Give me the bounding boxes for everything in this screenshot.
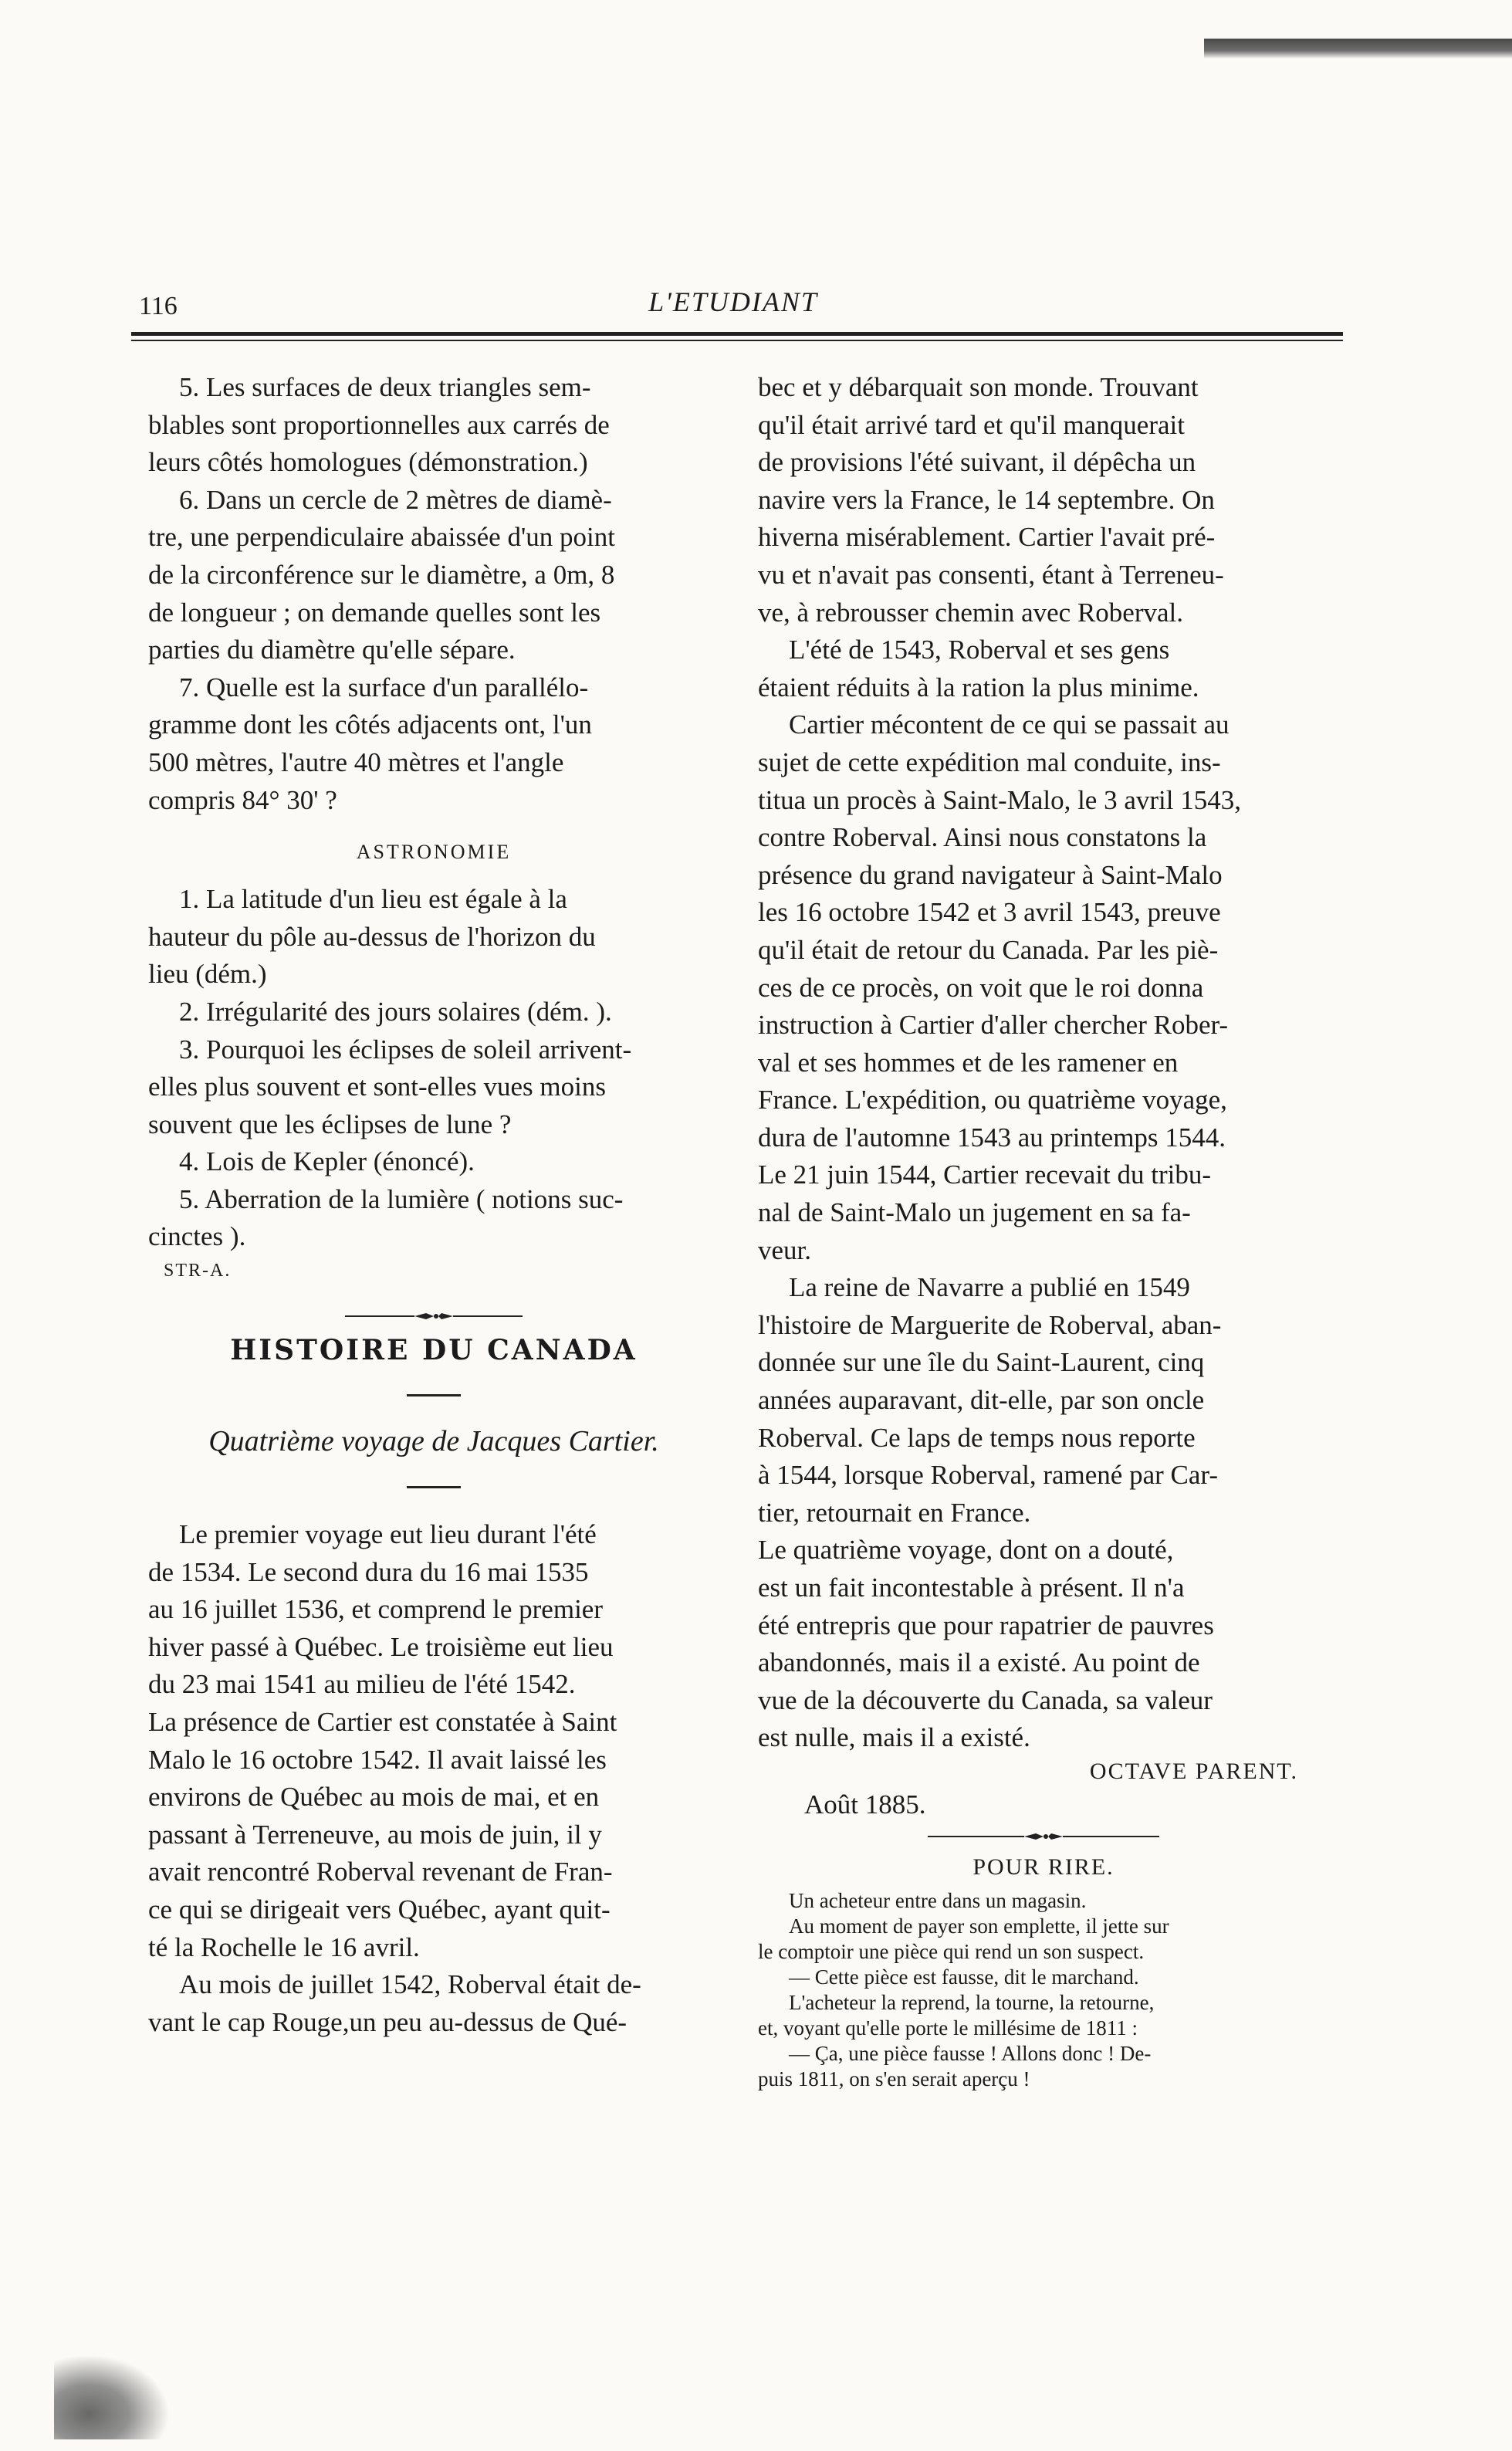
text-line: gramme dont les côtés adjacents ont, l'un (148, 709, 592, 740)
paragraph (758, 1532, 1329, 1757)
paragraph (148, 369, 719, 482)
paragraph (758, 1269, 1329, 1532)
text-line: compris 84° 30' ? (148, 784, 337, 815)
text-line: blables sont proportionnelles aux carrés de (148, 409, 610, 440)
text-line: vue de la découverte du Canada, sa valeur (758, 1684, 1213, 1715)
scan-corner-shadow (54, 2355, 170, 2439)
text-line: du 23 mai 1541 au milieu de l'été 1542. (148, 1669, 576, 1700)
text-line: val et ses hommes et de les ramener en (758, 1047, 1179, 1078)
article-body-right (758, 369, 1329, 1757)
text-line: cinctes ). (148, 1221, 246, 1252)
text-line: 4. Lois de Kepler (énoncé). (179, 1146, 475, 1177)
text-line: veur. (758, 1234, 812, 1265)
text-line: hiver passé à Québec. Le troisième eut lieu (148, 1631, 614, 1662)
article-date: Août 1885. (804, 1789, 926, 1820)
page-number: 116 (139, 292, 178, 320)
text-line: ve, à rebrousser chemin avec Roberval. (758, 597, 1184, 628)
text-line: abandonnés, mais il a existé. Au point de (758, 1647, 1200, 1678)
text-line: passant à Terreneuve, au mois de juin, il y (148, 1819, 602, 1850)
astronomie-list (148, 881, 719, 1256)
text-line: 1. La latitude d'un lieu est égale à la (179, 884, 567, 915)
page-header (139, 286, 1328, 332)
text-line: Le 21 juin 1544, Cartier recevait du tribu- (758, 1159, 1212, 1190)
article-subtitle: Quatrième voyage de Jacques Cartier. (208, 1425, 659, 1458)
text-line: 2. Irrégularité des jours solaires (dém. ). (179, 996, 612, 1027)
paragraph (148, 1516, 719, 1966)
text-line: Au mois de juillet 1542, Roberval était de- (179, 1969, 641, 2000)
text-line: à 1544, lorsque Roberval, ramené par Car- (758, 1460, 1219, 1491)
text-line: les 16 octobre 1542 et 3 avril 1543, preuve (758, 897, 1221, 928)
paragraph (758, 706, 1329, 1269)
text-line: hiverna misérablement. Cartier l'avait pré- (758, 522, 1216, 553)
text-line: nal de Saint-Malo un jugement en sa fa- (758, 1197, 1191, 1228)
text-line: l'histoire de Marguerite de Roberval, aban- (758, 1309, 1222, 1340)
text-line: hauteur du pôle au-dessus de l'horizon du (148, 921, 596, 952)
text-line: 7. Quelle est la surface d'un parallélo- (179, 672, 589, 702)
text-line: ce qui se dirigeait vers Québec, ayant quit- (148, 1894, 611, 1925)
text-line: France. L'expédition, ou quatrième voyage, (758, 1085, 1227, 1115)
text-line: au 16 juillet 1536, et comprend le premier (148, 1594, 603, 1625)
left-column (148, 369, 719, 2041)
text-line: Le premier voyage eut lieu durant l'été (179, 1519, 597, 1550)
paragraph (148, 482, 719, 669)
text-line: environs de Québec au mois de mai, et en (148, 1782, 600, 1813)
joke-paragraph (758, 1888, 1329, 1914)
paragraph (148, 1966, 719, 2041)
joke-paragraph (758, 1990, 1329, 2041)
text-line: souvent que les éclipses de lune ? (148, 1109, 512, 1139)
text-line: 5. Les surfaces de deux triangles sem- (179, 372, 591, 402)
text-line: qu'il était arrivé tard et qu'il manquerait (758, 409, 1185, 440)
text-line: ces de ce procès, on voit que le roi donna (758, 972, 1204, 1003)
article-title: HISTOIRE DU CANADA (230, 1334, 638, 1367)
ornament-divider (148, 1311, 719, 1322)
text-line: 3. Pourquoi les éclipses de soleil arrivent- (179, 1034, 632, 1065)
pour-rire-text (758, 1888, 1329, 2092)
text-line: navire vers la France, le 14 septembre. On (758, 484, 1215, 515)
text-line: présence du grand navigateur à Saint-Malo (758, 859, 1223, 890)
astronomie-heading: ASTRONOMIE (356, 841, 512, 864)
text-line: vu et n'avait pas consenti, étant à Terreneu- (758, 559, 1224, 590)
paragraph (148, 1181, 719, 1256)
header-rule (131, 332, 1343, 341)
text-line: de la circonférence sur le diamètre, a 0m, 8 (148, 559, 615, 590)
paragraph (148, 994, 719, 1031)
text-line: L'acheteur la reprend, la tourne, la retourne, (789, 1990, 1155, 2014)
text-line: Roberval. Ce laps de temps nous reporte (758, 1422, 1196, 1453)
text-line: étaient réduits à la ration la plus minime. (758, 672, 1199, 702)
paragraph (148, 881, 719, 994)
text-line: Cartier mécontent de ce qui se passait au (789, 709, 1230, 740)
text-line: instruction à Cartier d'aller chercher Rober- (758, 1010, 1229, 1041)
joke-paragraph (758, 1965, 1329, 1990)
text-line: bec et y débarquait son monde. Trouvant (758, 372, 1199, 402)
problems-signature: STR-A. (164, 1261, 232, 1281)
paragraph (758, 631, 1329, 706)
title-rule (407, 1394, 461, 1396)
text-line: puis 1811, on s'en serait aperçu ! (758, 2067, 1030, 2090)
joke-paragraph (758, 1914, 1329, 1965)
article-body-left (148, 1516, 719, 2041)
text-line: La présence de Cartier est constatée à Saint (148, 1707, 617, 1738)
text-line: 5. Aberration de la lumière ( notions suc- (179, 1183, 624, 1214)
text-line: — Ça, une pièce fausse ! Allons donc ! De- (789, 2041, 1152, 2065)
text-line: qu'il était de retour du Canada. Par les piè- (758, 934, 1219, 965)
text-line: contre Roberval. Ainsi nous constatons la (758, 822, 1207, 853)
text-line: titua un procès à Saint-Malo, le 3 avril 1543, (758, 784, 1241, 815)
scan-page-edge (1204, 39, 1512, 59)
running-title: L'ETUDIANT (648, 286, 818, 317)
text-line: avait rencontré Roberval revenant de Fran- (148, 1857, 613, 1887)
text-line: 6. Dans un cercle de 2 mètres de diamè- (179, 484, 612, 515)
text-line: dura de l'automne 1543 au printemps 1544. (758, 1122, 1226, 1153)
paragraph (148, 669, 719, 819)
paragraph (148, 1143, 719, 1181)
text-line: le comptoir une pièce qui rend un son suspect. (758, 1939, 1145, 1963)
text-line: est nulle, mais il a existé. (758, 1722, 1030, 1753)
text-line: tier, retournait en France. (758, 1497, 1031, 1528)
text-line: tre, une perpendiculaire abaissée d'un point (148, 522, 615, 553)
problems-list (148, 369, 719, 819)
text-line: de provisions l'été suivant, il dépêcha un (758, 447, 1196, 478)
text-line: — Cette pièce est fausse, dit le marchand. (789, 1965, 1139, 1989)
text-line: Un acheteur entre dans un magasin. (789, 1888, 1087, 1912)
text-line: années auparavant, dit-elle, par son oncle (758, 1385, 1205, 1416)
right-column (758, 369, 1329, 2092)
ornament-divider-2 (758, 1831, 1329, 1842)
text-line: Au moment de payer son emplette, il jette sur (789, 1914, 1169, 1938)
text-line: elles plus souvent et sont-elles vues moins (148, 1071, 606, 1102)
text-line: parties du diamètre qu'elle sépare. (148, 635, 516, 665)
paragraph (148, 1031, 719, 1144)
paragraph (758, 369, 1329, 631)
text-line: de longueur ; on demande quelles sont les (148, 597, 601, 628)
author-signature: OCTAVE PARENT. (1089, 1758, 1298, 1784)
text-line: té la Rochelle le 16 avril. (148, 1931, 420, 1962)
text-line: vant le cap Rouge,un peu au-dessus de Qué- (148, 2006, 627, 2037)
text-line: lieu (dém.) (148, 959, 267, 990)
text-line: donnée sur une île du Saint-Laurent, cinq (758, 1347, 1205, 1378)
text-line: La reine de Navarre a publié en 1549 (789, 1272, 1190, 1303)
text-line: est un fait incontestable à présent. Il n'a (758, 1572, 1185, 1603)
text-line: leurs côtés homologues (démonstration.) (148, 447, 588, 478)
text-line: sujet de cette expédition mal conduite, ins- (758, 746, 1221, 777)
pour-rire-heading: POUR RIRE. (972, 1853, 1115, 1880)
text-line: 500 mètres, l'autre 40 mètres et l'angle (148, 746, 564, 777)
text-line: été entrepris que pour rapatrier de pauvres (758, 1610, 1214, 1640)
text-line: L'été de 1543, Roberval et ses gens (789, 635, 1170, 665)
text-line: Le quatrième voyage, dont on a douté, (758, 1535, 1174, 1566)
joke-paragraph (758, 2041, 1329, 2092)
text-line: Malo le 16 octobre 1542. Il avait laissé les (148, 1744, 607, 1775)
text-line: de 1534. Le second dura du 16 mai 1535 (148, 1556, 589, 1587)
text-line: et, voyant qu'elle porte le millésime de 1811 : (758, 2016, 1138, 2040)
subtitle-rule (407, 1486, 461, 1488)
